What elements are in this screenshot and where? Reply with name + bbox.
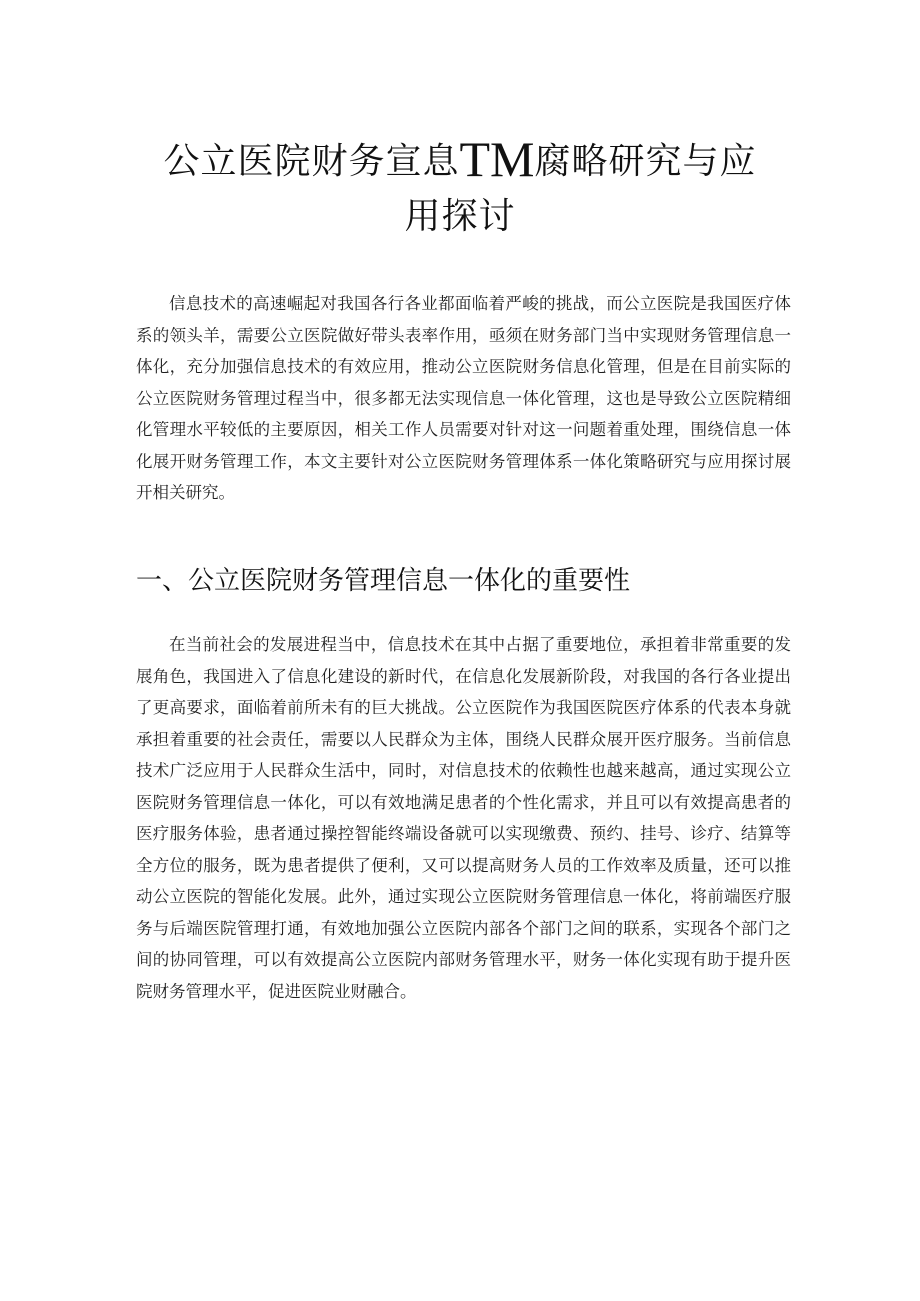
intro-paragraph: 信息技术的高速崛起对我国各行各业都面临着严峻的挑战，而公立医院是我国医疗体系的领头羊，需要公立医院做好带头表率作用，亟须在财务部门当中实现财务管理信息一体化，充分加强信息技术的有效应用，推动公立医院财务信息化管理，但是在目前实际的公立医院财务管理过程当中，很多都无法实现信息一体化管理，这也是导致公立医院精细化管理水平较低的主要原因，相关工作人员需要对针对这一问题着重处理，围绕信息一体化展开财务管理工作，本文主要针对公立医院财务管理体系一体化策略研究与应用探讨展开相关研究。: [136, 294, 791, 502]
section-1-paragraph: 在当前社会的发展进程当中，信息技术在其中占据了重要地位，承担着非常重要的发展角色，我国进入了信息化建设的新时代，在信息化发展新阶段，对我国的各行各业提出了更高要求，面临着前所未有的巨大挑战。公立医院作为我国医院医疗体系的代表本身就承担着重要的社会责任，需要以人民群众为主体，围绕人民群众展开医疗服务。当前信息技术广泛应用于人民群众生活中，同时，对信息技术的依赖性也越来越高，通过实现公立医院财务管理信息一体化，可以有效地满足患者的个性化需求，并且可以有效提高患者的医疗服务体验，患者通过操控智能终端设备就可以实现缴费、预约、挂号、诊疗、结算等全方位的服务，既为患者提供了便利，又可以提高财务人员的工作效率及质量，还可以推动公立医院的智能化发展。此外，通过实现公立医院财务管理信息一体化，将前端医疗服务与后端医院管理打通，有效地加强公立医院内部各个部门之间的联系，实现各个部门之间的协同管理，可以有效提高公立医院内部财务管理水平，财务一体化实现有助于提升医院财务管理水平，促进医院业财融合。: [136, 635, 791, 1001]
document-title-line-1: [0, 130, 920, 188]
title-text-end: 腐略研究与应: [534, 141, 757, 182]
title-text-start: 公立医院财务宣息: [163, 141, 460, 182]
document-title-line-2: 用探讨: [404, 196, 516, 237]
title-text-large-letters: TM: [459, 131, 535, 187]
section-1-heading: 一、公立医院财务管理信息一体化的重要性: [136, 566, 631, 596]
